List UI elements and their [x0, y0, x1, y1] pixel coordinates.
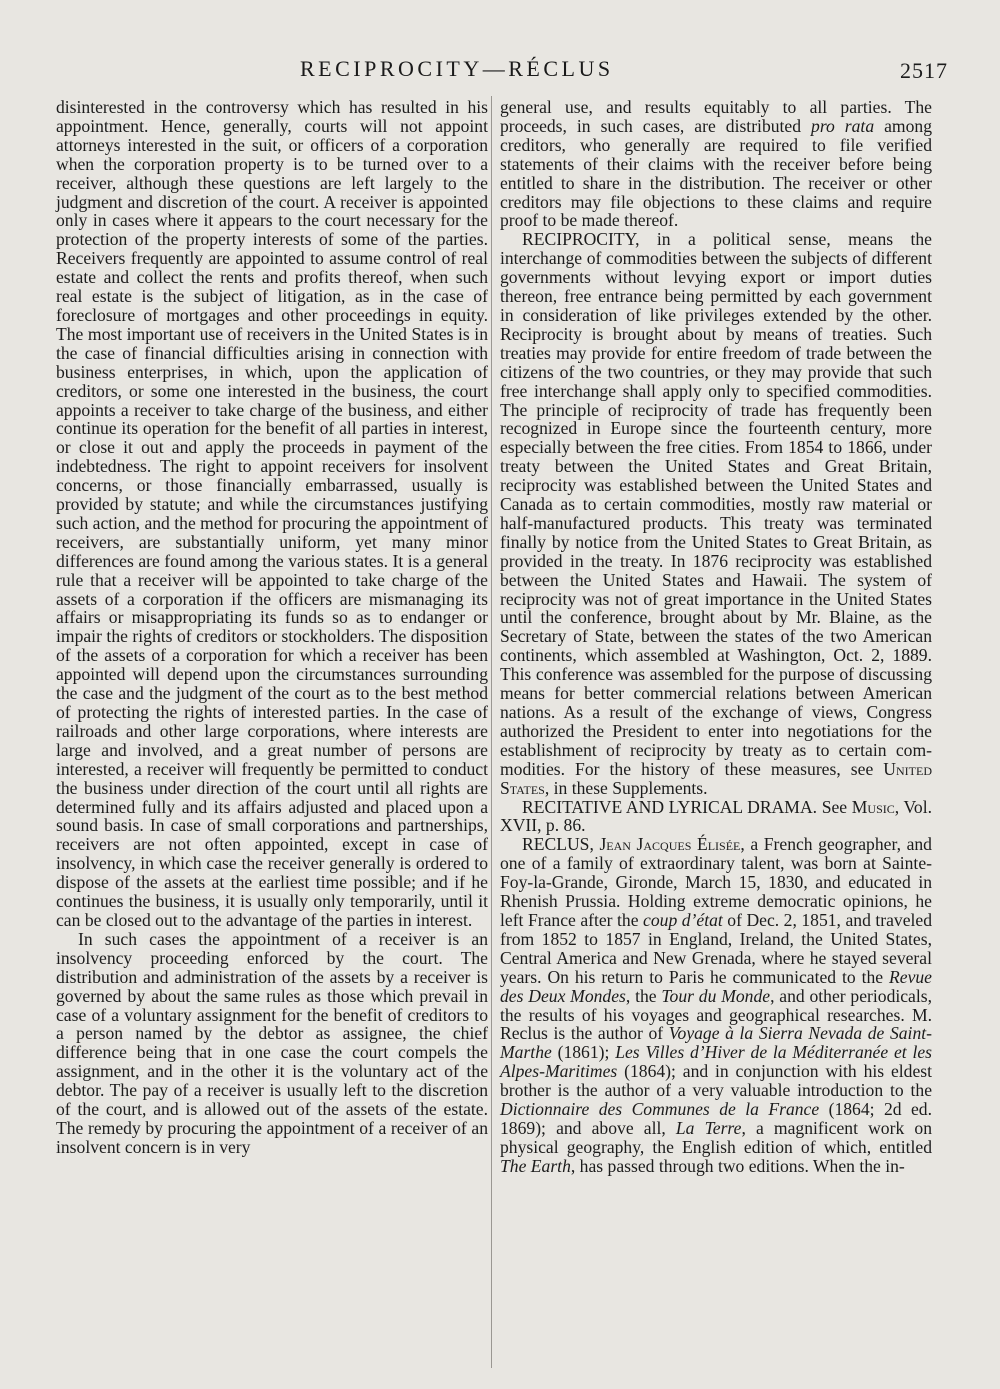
paragraph-receivers-continued: disinterested in the controversy which has resulted in his appointment. Hence, generally, courts will not appoint attorneys interested in the suit, or officers of a corporation when the corporation property is to be turned over to a receiver, although these questions are left largely to the judgment and discretion of the court. A receiver is appointed only in cases where it appears to the court necessary for the protection of the property interests of some of the parties. Receivers frequently are appointed to assume control of real estate and collect the rents and profits thereof, when such real estate is the subject of litigation, as in the case of foreclosure of mortgages and other proceedings in equity. The most important use of receivers in the United States is in the case of financial difficulties arising in connection with business enterprises, in which, upon the application of creditors, or some one interested in the business, the court appoints a receiver to take charge of the business, and either continue its operation for the benefit of all parties in interest, or close it out and apply the proceeds in payment of the indebtedness. The right to appoint receivers for insolvent concerns, or those financially embarrassed, usually is provided by statute; and while the circumstances justifying such action, and the method for procuring the appointment of receivers, are substantially uniform, yet many minor differences are found among the various states. It is a general rule that a receiver will be appointed to take charge of the assets of a corporation if the officers are mismanaging its affairs or misappropriating its funds so as to endanger or impair the rights of creditors or stockholders. The disposition of the assets of a corporation for which a receiver has been appointed will depend upon the circumstances surrounding the case and the judgment of the court as to the best method of protecting the rights of interested parties. In the case of railroads and other large corporations, where interests are large and involved, and a great number of persons are interested, a receiver will frequently be permitted to conduct the business under direction of the court until all rights are determined fully and its affairs adjusted and placed upon a sound basis. In case of small corporations and partnerships, receivers are not often appointed, except in case of insolvency, in which case the receiver generally is ordered to dispose of the assets at the earliest time possible; and if he continues the business, it is usually only temporarily, until it can be closed out to the advantage of the parties in interest.	[56, 97, 488, 930]
running-head	[0, 56, 1000, 88]
page-number: 2517	[900, 58, 948, 83]
page-title: RECIPROCITY—RÉCLUS	[300, 56, 614, 81]
entry-reclus: RECLUS, Jean Jacques Élisée, a French geographer, and one of a family of extraordinary talent, was born at Sainte-Foy-la-Grande, Gironde, March 15, 1830, and educated in Rhenish Prussia. Holding extreme democratic opinions, he left France after the coup d’état of Dec. 2, 1851, and traveled from 1852 to 1857 in England, Ireland, the United States, Central America and New Grenada, where he stayed several years. On his return to Paris he communicated to the Revue des Deux Mondes, the Tour du Monde, and other periodicals, the results of his voyages and geographical researches. M. Reclus is the author of Voyage à la Sierra Nevada de Saint-Marthe (1861); Les Villes d’Hiver de la Méditerranée et les Alpes-Maritimes (1864); and in conjunction with his eldest brother is the author of a very valuable introduction to the Dictionnaire des Communes de la France (1864; 2d ed. 1869); and above all, La Terre, a magnificent work on physical geography, the English edition of which, entitled The Earth, has passed through two editions. When the in-	[500, 834, 933, 1176]
right-column	[500, 98, 932, 1176]
entry-recitative: RECITATIVE AND LYRICAL DRAMA. See Music, Vol. XVII, p. 86.	[500, 796, 933, 836]
paragraph-distribution: general use, and results equitably to all parties. The proceeds, in such cases, are distributed pro rata among creditors, who generally are required to file verified statements of their claims with the receiver before being entitled to share in the distribution. The receiver or other creditors may file objections to these claims and require proof to be made thereof.	[500, 97, 932, 231]
paragraph-insolvency-proceeding: In such cases the appointment of a receiver is an insolvency proceeding enforced by the court. The distribution and administration of the assets by a receiver is governed by about the same rules as those which prevail in case of a voluntary assignment for the benefit of creditors to a person named by the debtor as assignee, the chief difference being that in one case the court compels the assignment, and in the other it is the voluntary act of the debtor. The pay of a receiver is usually left to the discretion of the court, and is allowed out of the assets of the estate. The remedy by procuring the appointment of a receiver of an insolvent concern is in very	[56, 928, 488, 1157]
entry-reciprocity: RECIPROCITY, in a political sense, means the interchange of commodities between the subjects of different governments without levying export or import duties thereon, free entrance being permitted by each government in consideration of like privileges extended by the other. Reciprocity is brought about by means of treaties. Such treaties may provide for entire freedom of trade between the citizens of the two countries, or they may provide that such free interchange shall apply only to specified commodities. The principle of reciprocity of trade has frequently been recognized in Europe since the fourteenth century, more especially between the free cities. From 1854 to 1866, under treaty between the United States and Great Britain, reciprocity was established between the United States and Canada as to certain commodities, mostly raw material or half-manufactured products. This treaty was terminated finally by notice from the United States to Great Britain, as provided in the treaty. In 1876 reciprocity was established between the United States and Hawaii. The system of reciprocity was not of great importance in the United States until the conference, brought about by Mr. Blaine, as the Secretary of State, between the states of the two American continents, which assembled at Washington, Oct. 2, 1889. This conference was assembled for the purpose of discussing means for better commercial relations between American nations. As a result of the exchange of views, Congress authorized the President to enter into negotiations for the establishment of reciprocity by treaty as to certain commodities. For the history of these measures, see United States, in these Supplements.	[500, 229, 932, 798]
column-divider	[491, 96, 492, 1368]
left-column	[56, 98, 488, 1157]
